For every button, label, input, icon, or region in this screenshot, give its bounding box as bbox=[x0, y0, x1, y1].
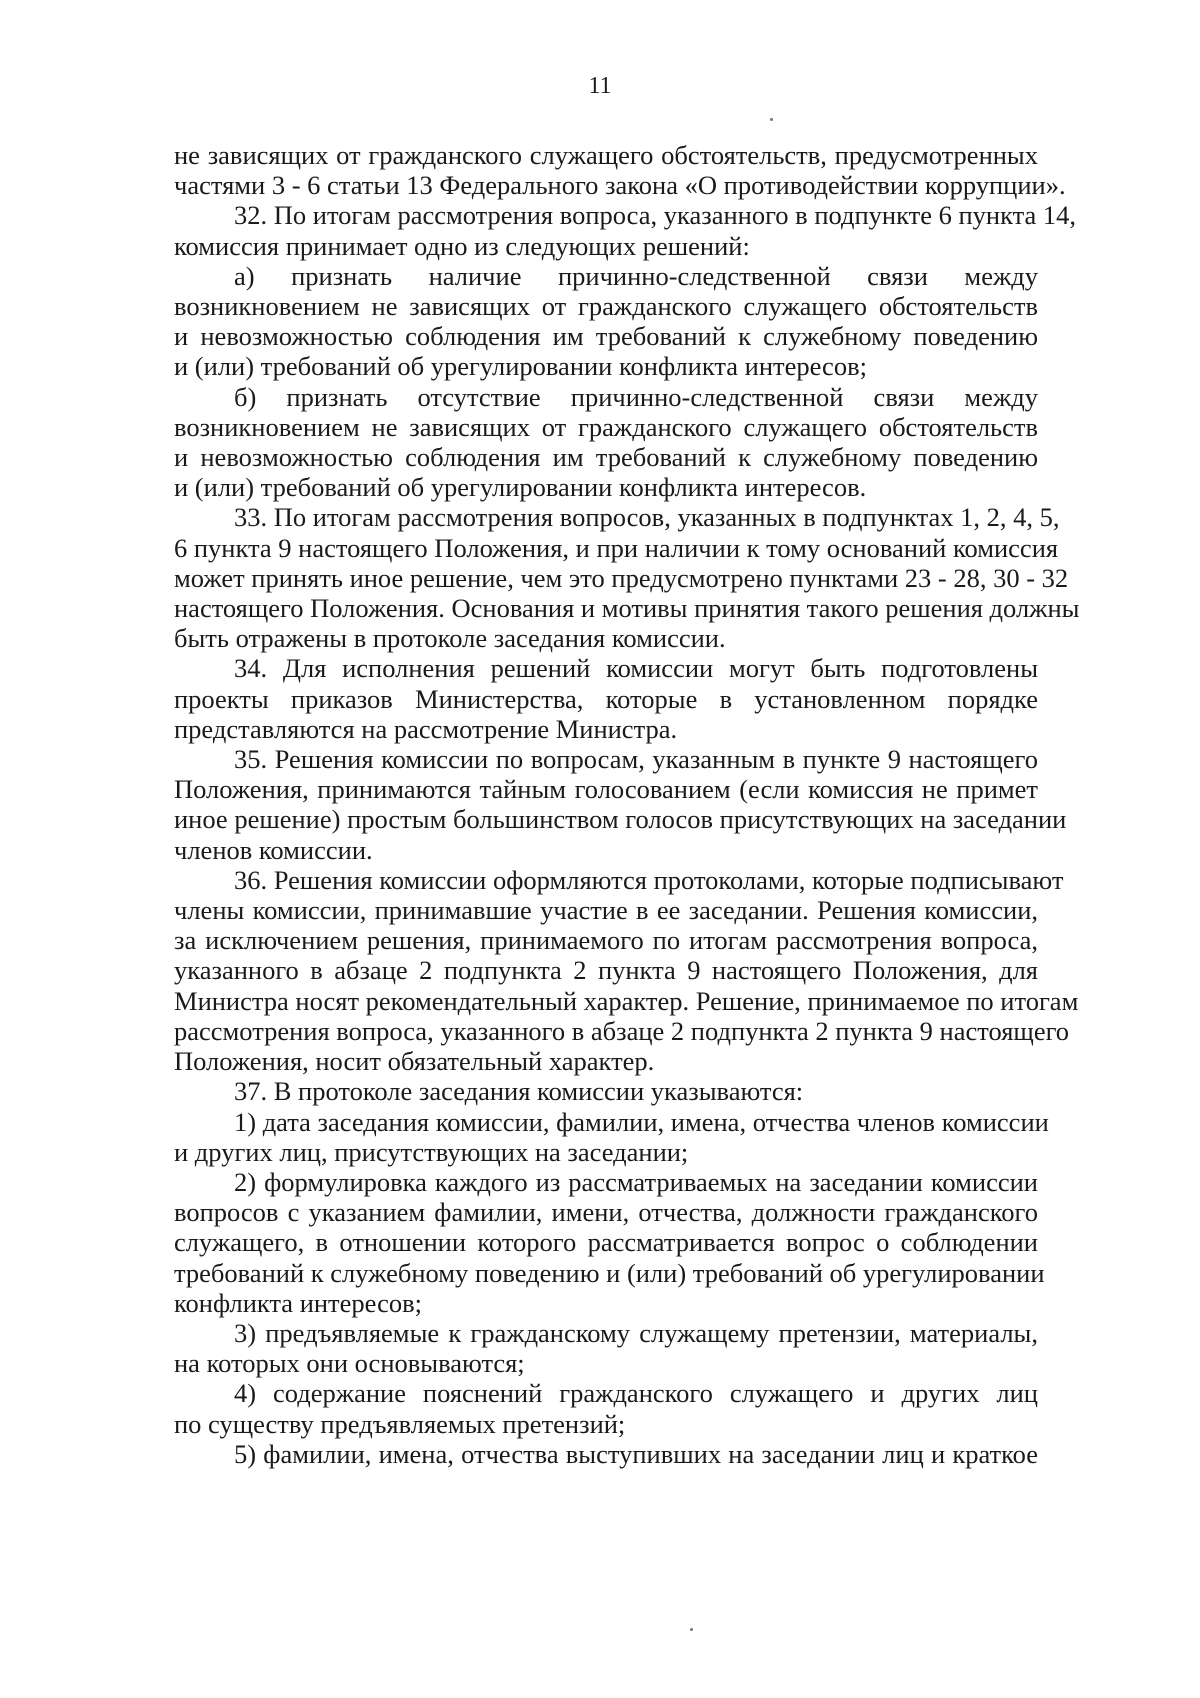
text-line bbox=[174, 1378, 1038, 1408]
page-number: 11 bbox=[588, 73, 612, 99]
text-line: может принять иное решение, чем это предусмотрено пунктами 23 - 28, 30 - 32 bbox=[174, 562, 1069, 593]
text-line: настоящего Положения. Основания и мотивы принятия такого решения должны bbox=[174, 593, 1080, 624]
text-line: за исключением решения, принимаемого по итогам рассмотрения вопроса, bbox=[174, 925, 1038, 956]
text-line: и (или) требований об урегулировании конфликта интересов. bbox=[174, 472, 867, 503]
text-line bbox=[174, 1106, 1049, 1137]
text-line-content: 36. Решения комиссии оформляются протоколами, которые подписывают bbox=[234, 864, 1064, 895]
text-line: Положения, носит обязательный характер. bbox=[174, 1046, 655, 1077]
text-line bbox=[174, 261, 1038, 291]
text-line: Положения, принимаются тайным голосованием (если комиссия не примет bbox=[174, 774, 1038, 805]
text-line: представляются на рассмотрение Министра. bbox=[174, 713, 678, 744]
text-line-content: а) признать наличие причинно-следственной связи между bbox=[234, 260, 1038, 291]
scan-speck bbox=[770, 118, 773, 121]
text-line: конфликта интересов; bbox=[174, 1287, 422, 1318]
text-line-content: 33. По итогам рассмотрения вопросов, указанных в подпунктах 1, 2, 4, 5, bbox=[234, 502, 1060, 533]
text-line: возникновением не зависящих от гражданского служащего обстоятельств bbox=[174, 291, 1038, 322]
text-line: и (или) требований об урегулировании конфликта интересов; bbox=[174, 351, 867, 382]
text-line-content: 1) дата заседания комиссии, фамилии, имена, отчества членов комиссии bbox=[234, 1106, 1049, 1137]
text-line: и невозможностью соблюдения им требований к служебному поведению bbox=[174, 321, 1038, 352]
text-line: требований к служебному поведению и (или) требований об урегулировании bbox=[174, 1257, 1045, 1288]
text-line bbox=[174, 1439, 1038, 1469]
text-line-content: 34. Для исполнения решений комиссии могут быть подготовлены bbox=[234, 653, 1038, 684]
text-line: рассмотрения вопроса, указанного в абзаце 2 подпункта 2 пункта 9 настоящего bbox=[174, 1015, 1070, 1046]
text-line: быть отражены в протоколе заседания комиссии. bbox=[174, 623, 726, 654]
text-line: и невозможностью соблюдения им требований к служебному поведению bbox=[174, 442, 1038, 473]
document-body bbox=[174, 140, 1080, 1469]
text-line-content: 5) фамилии, имена, отчества выступивших на заседании лиц и краткое bbox=[234, 1438, 1038, 1469]
text-line-content: 32. По итогам рассмотрения вопроса, указанного в подпункте 6 пункта 14, bbox=[234, 200, 1077, 231]
text-line-content: 37. В протоколе заседания комиссии указываются: bbox=[234, 1076, 804, 1107]
text-line: члены комиссии, принимавшие участие в ее заседании. Решения комиссии, bbox=[174, 895, 1038, 926]
text-line: и других лиц, присутствующих на заседании; bbox=[174, 1136, 689, 1167]
text-line: возникновением не зависящих от гражданского служащего обстоятельств bbox=[174, 411, 1038, 442]
text-line bbox=[174, 1076, 1038, 1106]
text-line bbox=[174, 502, 1060, 533]
text-line bbox=[174, 653, 1038, 683]
text-line-content: б) признать отсутствие причинно-следственной связи между bbox=[234, 381, 1038, 412]
text-line: комиссия принимает одно из следующих решений: bbox=[174, 230, 750, 261]
text-line-content: 3) предъявляемые к гражданскому служащему претензии, материалы, bbox=[234, 1317, 1038, 1348]
text-line-content: 4) содержание пояснений гражданского служащего и других лиц bbox=[234, 1378, 1038, 1409]
scan-speck bbox=[690, 1628, 693, 1631]
text-line bbox=[174, 744, 1038, 774]
text-line bbox=[174, 1318, 1038, 1348]
text-line bbox=[174, 200, 1077, 231]
text-line bbox=[174, 1167, 1038, 1197]
text-line bbox=[174, 382, 1038, 412]
text-line: по существу предъявляемых претензий; bbox=[174, 1408, 626, 1439]
text-line: иное решение) простым большинством голосов присутствующих на заседании bbox=[174, 804, 1067, 835]
text-line: членов комиссии. bbox=[174, 834, 373, 865]
text-line-content: 35. Решения комиссии по вопросам, указанным в пункте 9 настоящего bbox=[234, 744, 1038, 775]
text-line: Министра носят рекомендательный характер. Решение, принимаемое по итогам bbox=[174, 985, 1079, 1016]
text-line: служащего, в отношении которого рассматривается вопрос о соблюдении bbox=[174, 1227, 1038, 1258]
text-line: на которых они основываются; bbox=[174, 1348, 525, 1379]
text-line: 6 пункта 9 настоящего Положения, и при наличии к тому оснований комиссия bbox=[174, 532, 1059, 563]
text-line bbox=[174, 864, 1064, 895]
text-line: не зависящих от гражданского служащего обстоятельств, предусмотренных bbox=[174, 140, 1038, 170]
text-line: частями 3 - 6 статьи 13 Федерального закона «О противодействии коррупции». bbox=[174, 170, 1066, 201]
text-line: проекты приказов Министерства, которые в установленном порядке bbox=[174, 683, 1038, 714]
text-line-content: 2) формулировка каждого из рассматриваемых на заседании комиссии bbox=[234, 1166, 1038, 1197]
text-line: вопросов с указанием фамилии, имени, отчества, должности гражданского bbox=[174, 1197, 1038, 1228]
text-line: указанного в абзаце 2 подпункта 2 пункта 9 настоящего Положения, для bbox=[174, 955, 1038, 986]
